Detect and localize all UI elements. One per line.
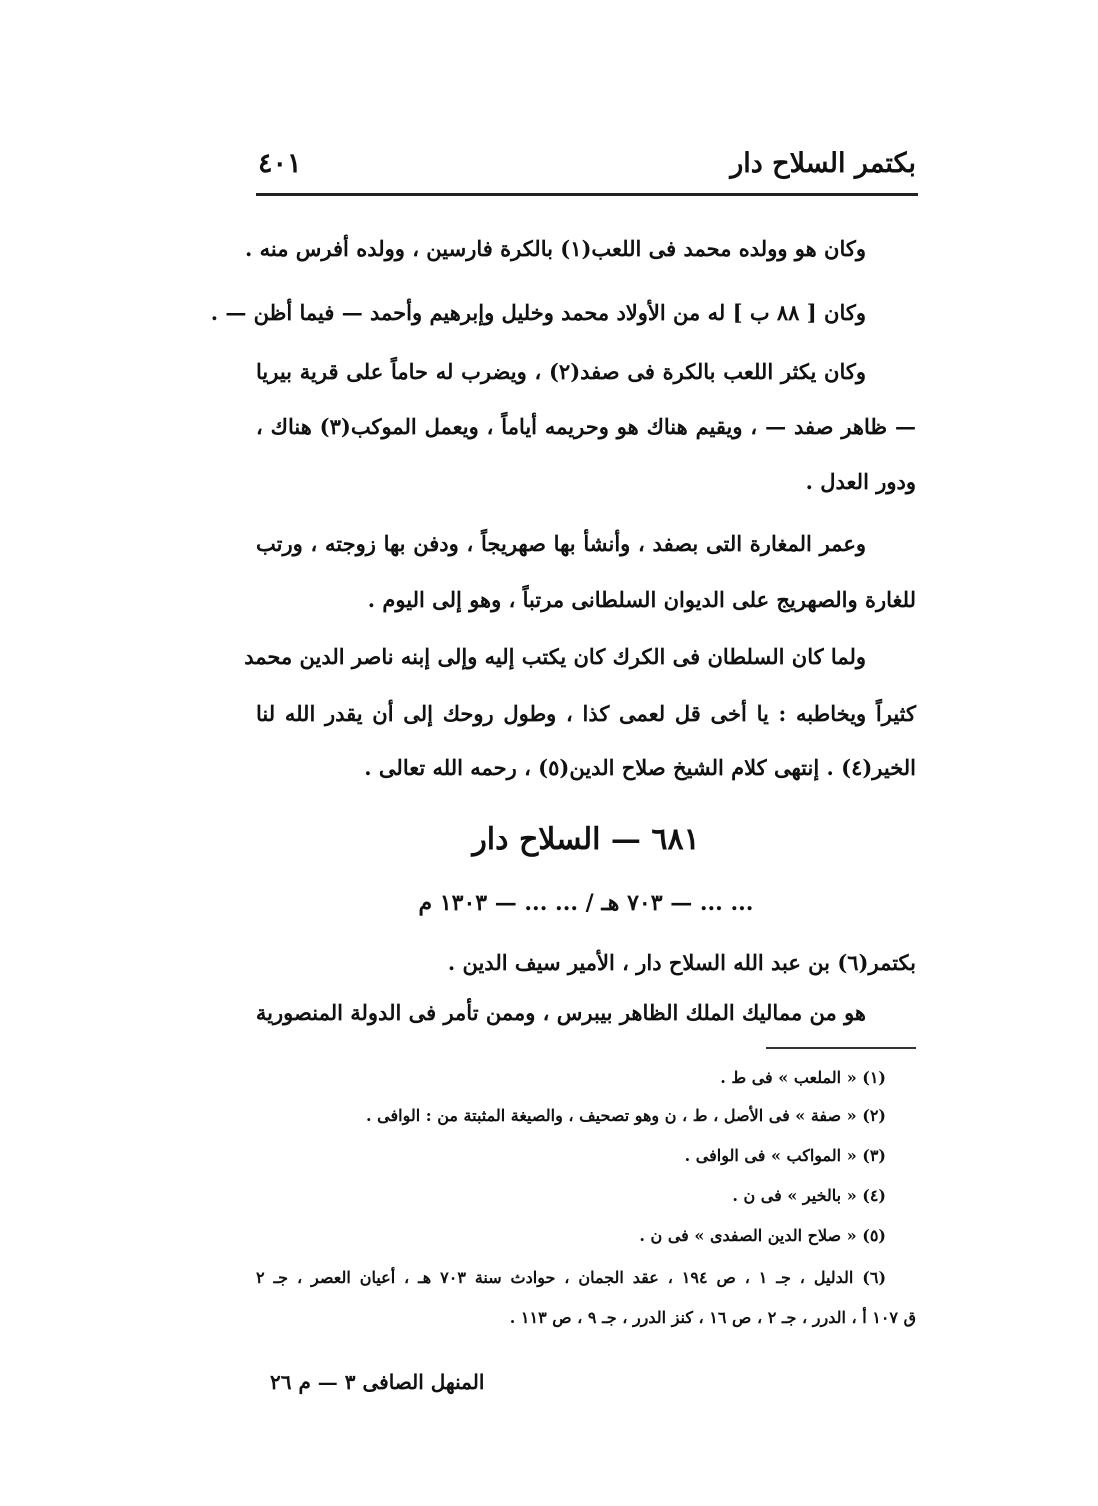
running-title: بكتمر السلاح دار [730, 148, 916, 179]
page-number: ٤٠١ [258, 148, 302, 179]
entry-first-line: هو من مماليك الملك الظاهر بيبرس ، وممن تأمر فى الدولة المنصورية [255, 1000, 866, 1025]
paragraph-line: ولما كان السلطان فى الكرك كان يكتب إليه وإلى إبنه ناصر الدين محمد [244, 644, 866, 669]
header-rule [256, 193, 918, 196]
entry-heading: ٦٨١ — السلاح دار [472, 822, 700, 857]
footnote-rule [766, 1047, 916, 1049]
footnote: (١) « الملعب » فى ط . [720, 1068, 886, 1087]
paragraph-line: للغارة والصهريج على الديوان السلطانى مرتباً ، وهو إلى اليوم . [367, 587, 916, 612]
footnote: ق ١٠٧ أ ، الدرر ، جـ ٢ ، ص ١٦ ، كنز الدرر ، جـ ٩ ، ص ١١٣ . [509, 1308, 916, 1327]
printer-signature: المنهل الصافى ٣ — م ٢٦ [270, 1370, 485, 1394]
paragraph-line: وكان يكثر اللعب بالكرة فى صفد(٢) ، ويضرب له حاماً على قرية بيريا [256, 359, 866, 384]
paragraph-line: وعمر المغارة التى بصفد ، وأنشأ بها صهريجاً ، ودفن بها زوجته ، ورتب [256, 531, 866, 556]
footnote: (٤) « بالخير » فى ن . [732, 1186, 886, 1205]
footnote: (٢) « صفة » فى الأصل ، ط ، ن وهو تصحيف ، والصيغة المثبتة من : الوافى . [366, 1106, 886, 1125]
paragraph-line: الخير(٤) . إنتهى كلام الشيخ صلاح الدين(٥) ، رحمه الله تعالى . [364, 755, 916, 780]
entry-name-line: بكتمر(٦) بن عبد الله السلاح دار ، الأمير سيف الدين . [447, 950, 916, 975]
paragraph-line: وكان [ ٨٨ ب ] له من الأولاد محمد وخليل وإبرهيم وأحمد — فيما أظن — . [210, 300, 866, 325]
running-header [258, 148, 916, 188]
paragraph-line: وكان هو وولده محمد فى اللعب(١) بالكرة فارسين ، وولده أفرس منه . [245, 236, 866, 261]
paragraph-line: كثيراً ويخاطبه : يا أخى قل لعمى كذا ، وطول روحك إلى أن يقدر الله لنا [256, 701, 916, 726]
entry-dates: ... ... — ٧٠٣ هـ / ... ... — ١٣٠٣ م [418, 890, 754, 916]
footnote: (٣) « المواكب » فى الوافى . [684, 1146, 886, 1165]
footnote: (٦) الدليل ، جـ ١ ، ص ١٩٤ ، عقد الجمان ، حوادث سنة ٧٠٣ هـ ، أعيان العصر ، جـ ٢ [256, 1268, 887, 1287]
footnote: (٥) « صلاح الدين الصفدى » فى ن . [639, 1226, 886, 1245]
paragraph-line: ودور العدل . [805, 469, 916, 494]
paragraph-line: — ظاهر صفد — ، ويقيم هناك هو وحريمه أياماً ، ويعمل الموكب(٣) هناك ، [256, 414, 916, 439]
